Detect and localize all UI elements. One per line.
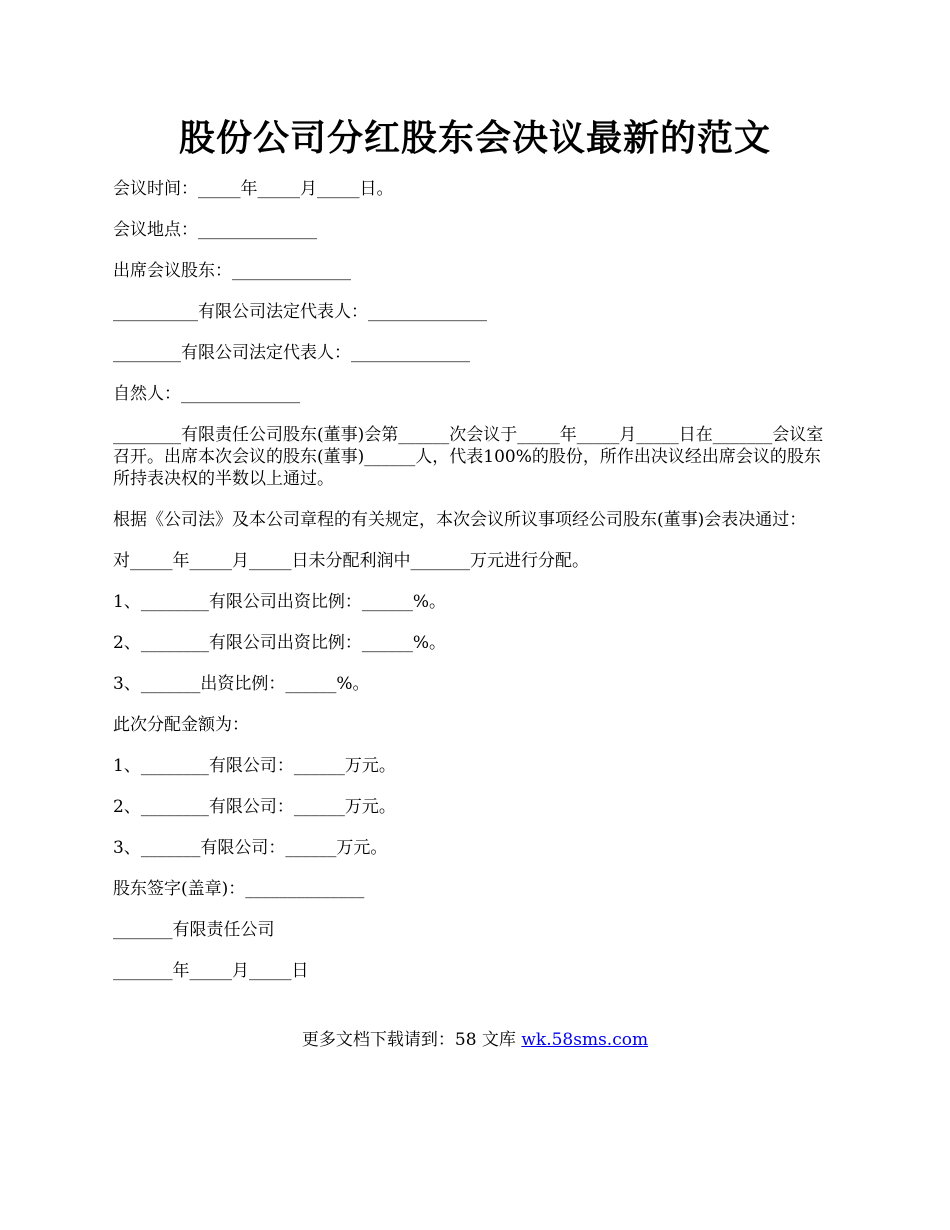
ratio-item-3: 3、_______出资比例：______%。 <box>113 674 370 694</box>
shareholder-signature: 股东签字(盖章)：______________ <box>113 879 365 899</box>
document-title: 股份公司分红股东会决议最新的范文 <box>178 117 771 159</box>
distribution-amount-heading: 此次分配金额为： <box>113 715 249 735</box>
amount-item-2: 2、________有限公司：______万元。 <box>113 797 396 817</box>
attending-shareholders: 出席会议股东：______________ <box>113 261 351 281</box>
document-body <box>113 178 837 1001</box>
meeting-statement: ________有限责任公司股东(董事)会第______次会议于_____年_____月_____日在_______会议室召开。出席本次会议的股东(董事)______人，代表100%的股份，所作出决议经出席会议的股东所持表决权的半数以上通过。 <box>113 425 824 489</box>
download-footer <box>0 1028 950 1052</box>
profit-distribution: 对_____年_____月_____日未分配利润中_______万元进行分配。 <box>113 551 589 571</box>
resolution-basis: 根据《公司法》及本公司章程的有关规定，本次会议所议事项经公司股东(董事)会表决通过： <box>113 510 807 530</box>
footer-text: 更多文档下载请到：58 文库 <box>301 1030 522 1050</box>
date-line: _______年_____月_____日 <box>113 961 309 981</box>
ratio-item-2: 2、________有限公司出资比例：______%。 <box>113 633 446 653</box>
amount-item-1: 1、________有限公司：______万元。 <box>113 756 396 776</box>
meeting-time: 会议时间：_____年_____月_____日。 <box>113 179 394 199</box>
amount-item-3: 3、_______有限公司：______万元。 <box>113 838 388 858</box>
meeting-location: 会议地点：______________ <box>113 220 317 240</box>
legal-representative-1: __________有限公司法定代表人：______________ <box>113 302 487 322</box>
ratio-item-1: 1、________有限公司出资比例：______%。 <box>113 592 446 612</box>
legal-representative-2: ________有限公司法定代表人：______________ <box>113 343 470 363</box>
footer-link[interactable]: wk.58sms.com <box>521 1030 649 1050</box>
company-name-line: _______有限责任公司 <box>113 920 275 940</box>
natural-person: 自然人：______________ <box>113 384 300 404</box>
